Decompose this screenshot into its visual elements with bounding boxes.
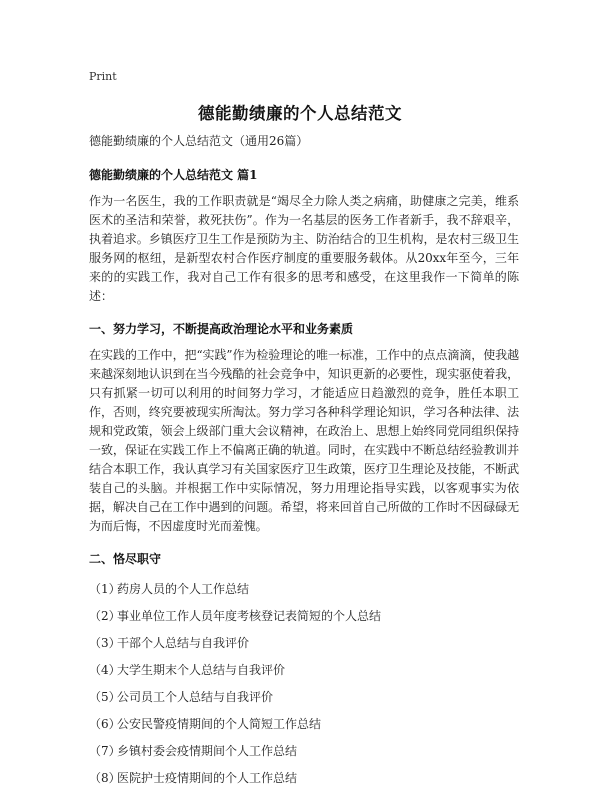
article-heading: 德能勤绩廉的个人总结范文 篇1	[89, 168, 258, 182]
list-item-number: （8）	[89, 771, 121, 785]
list-item[interactable]	[89, 742, 519, 760]
list-item[interactable]	[89, 580, 519, 598]
list-item-link[interactable]: 大学生期末个人总结与自我评价	[117, 663, 286, 677]
list-item-number: （4）	[89, 663, 121, 677]
list-item[interactable]	[89, 634, 519, 652]
list-item-number: （3）	[89, 636, 121, 650]
list-item-link[interactable]: 事业单位工作人员年度考核登记表简短的个人总结	[117, 609, 382, 623]
page-title: 德能勤绩廉的个人总结范文	[198, 104, 402, 123]
list-item-link[interactable]: 公安民警疫情期间的个人简短工作总结	[117, 717, 322, 731]
list-item-number: （1）	[89, 582, 121, 596]
list-item-link[interactable]: 医院护士疫情期间的个人工作总结	[117, 771, 298, 785]
list-item[interactable]	[89, 607, 519, 625]
list-item-link[interactable]: 干部个人总结与自我评价	[117, 636, 250, 650]
list-item-number: （5）	[89, 690, 121, 704]
document-subtitle: 德能勤绩廉的个人总结范文（通用26篇）	[89, 134, 309, 148]
document-body	[89, 132, 519, 796]
section1-paragraph: 在实践的工作中，把“实践”作为检验理论的唯一标准，工作中的点点滴滴，使我越来越深刻地认识到在当今残酷的社会竞争中，知识更新的必要性，现实驱使着我，只有抓紧一切可以利用的时间努力学习，才能适应日趋激烈的竞争，胜任本职工作，否则，终究要被现实所淘汰。努力学习各种科学理论知识，学习各种法律、法规和党政策，领会上级部门重大会议精神，在政治上、思想上始终同党同组织保持一致，保证在实践工作上不偏离正确的轨道。同时，在实践中不断总结经验教训并结合本职工作，我认真学习有关国家医疗卫生政策，医疗卫生理论及技能，不断武装自己的头脑。并根据工作中实际情况，努力用理论指导实践，以客观事实为依据，解决自己在工作中遇到的问题。希望，将来回首自己所做的工作时不因碌碌无为而后悔，不因虚度时光而羞愧。	[89, 348, 519, 533]
section1-heading: 一、努力学习，不断提高政治理论水平和业务素质	[89, 322, 354, 336]
list-item-number: （2）	[89, 609, 121, 623]
list-item-link[interactable]: 公司员工个人总结与自我评价	[117, 690, 274, 704]
list-item[interactable]	[89, 715, 519, 733]
list-item[interactable]	[89, 661, 519, 679]
list-item-number: （7）	[89, 744, 121, 758]
list-item-link[interactable]: 乡镇村委会疫情期间个人工作总结	[117, 744, 298, 758]
list-item[interactable]	[89, 769, 519, 787]
list-item-link[interactable]: 药房人员的个人工作总结	[117, 582, 250, 596]
intro-paragraph: 作为一名医生，我的工作职责就是“竭尽全力除人类之病痛，助健康之完美，维系医术的圣洁和荣誉，救死扶伤”。作为一名基层的医务工作者新手，我不辞艰辛，执着追求。乡镇医疗卫生工作是预防为主、防治结合的卫生机构，是农村三级卫生服务网的枢纽，是新型农村合作医疗制度的重要服务载体。从20xx年至今，三年来的的实践工作，我对自己工作有很多的思考和感受，在这里我作一下简单的陈述：	[89, 194, 519, 303]
list-item[interactable]	[89, 688, 519, 706]
print-link[interactable]: Print	[89, 70, 117, 83]
related-articles-list	[89, 580, 519, 787]
section2-heading: 二、恪尽职守	[89, 552, 162, 566]
list-item-number: （6）	[89, 717, 121, 731]
